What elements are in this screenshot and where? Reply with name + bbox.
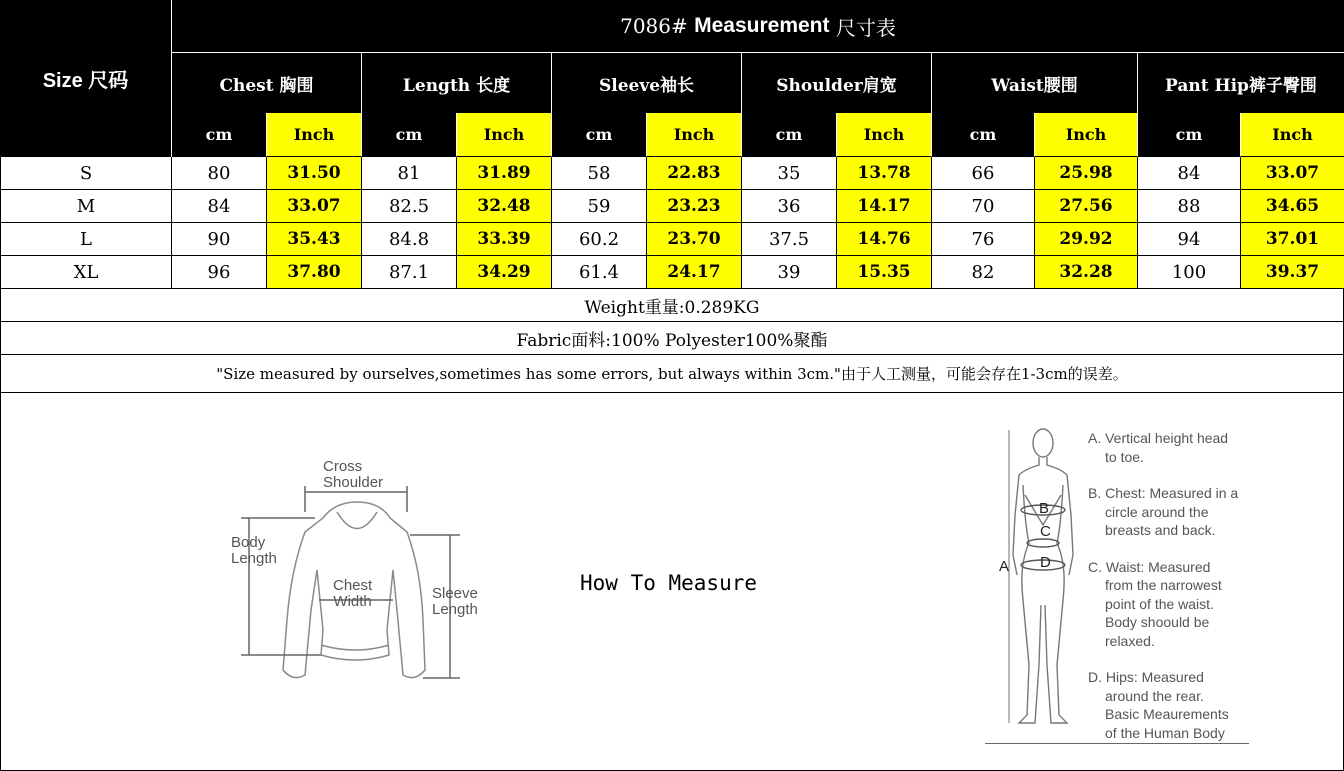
body-letter-d: D <box>1040 554 1051 571</box>
unit-cm-header: cm <box>552 113 647 157</box>
inch-value-cell: 33.07 <box>1241 157 1344 190</box>
legend-line: D. Hips: Measured <box>1088 669 1204 685</box>
legend-line: B. Chest: Measured in a <box>1088 485 1239 501</box>
legend-line: A. Vertical height head <box>1088 430 1229 446</box>
inch-value-cell: 27.56 <box>1035 190 1138 223</box>
legend-line: circle around the <box>1105 503 1209 520</box>
chest-width-label: Chest Width <box>333 577 373 610</box>
cm-value-cell: 96 <box>172 256 267 289</box>
inch-value-cell: 31.89 <box>457 157 552 190</box>
inch-value-cell: 31.50 <box>267 157 362 190</box>
legend-item <box>1088 429 1288 466</box>
title-code: 7086# <box>620 14 688 38</box>
cross-shoulder-label: Cross Shoulder <box>323 458 384 491</box>
title-cn: 尺寸表 <box>835 15 896 40</box>
disclaimer-row: "Size measured by ourselves,sometimes has some errors, but always within 3cm."由于人工测量，可能会存在1-3cm的误差。 <box>0 355 1344 393</box>
column-group-header: Length 长度 <box>362 53 552 113</box>
inch-value-cell: 35.43 <box>267 223 362 256</box>
unit-inch-header: Inch <box>1035 113 1138 157</box>
unit-cm-header: cm <box>172 113 267 157</box>
legend-line: Body shoould be <box>1105 614 1210 630</box>
sweater-neckline <box>337 512 377 529</box>
legend-line: from the narrowest <box>1105 577 1222 593</box>
cm-value-cell: 35 <box>742 157 837 190</box>
cm-value-cell: 80 <box>172 157 267 190</box>
fabric-row: Fabric面料:100% Polyester100%聚酯 <box>0 322 1344 355</box>
cm-value-cell: 61.4 <box>552 256 647 289</box>
legend-line: to toe. <box>1105 448 1144 465</box>
legend-line: C. Waist: Measured <box>1088 558 1211 575</box>
size-cell: M <box>0 190 172 223</box>
cm-value-cell: 82 <box>932 256 1035 289</box>
unit-cm-header: cm <box>932 113 1035 157</box>
size-cell: L <box>0 223 172 256</box>
inch-value-cell: 39.37 <box>1241 256 1344 289</box>
inch-value-cell: 33.07 <box>267 190 362 223</box>
cm-value-cell: 76 <box>932 223 1035 256</box>
legend-item <box>1088 558 1288 651</box>
unit-inch-header: Inch <box>837 113 932 157</box>
legend-item <box>1088 668 1288 742</box>
column-group-header: Chest 胸围 <box>172 53 362 113</box>
inch-value-cell: 37.01 <box>1241 223 1344 256</box>
unit-inch-header: Inch <box>647 113 742 157</box>
cm-value-cell: 84 <box>172 190 267 223</box>
legend-line: around the rear. <box>1105 687 1204 704</box>
cm-value-cell: 84.8 <box>362 223 457 256</box>
column-group-header: Shoulder肩宽 <box>742 53 932 113</box>
body-measure-legend <box>1088 429 1288 760</box>
sleeve-length-label: Sleeve Length <box>432 585 478 618</box>
inch-value-cell: 33.39 <box>457 223 552 256</box>
cm-value-cell: 37.5 <box>742 223 837 256</box>
cm-value-cell: 87.1 <box>362 256 457 289</box>
title-main: Measurement <box>694 14 830 37</box>
unit-inch-header: Inch <box>267 113 362 157</box>
cm-value-cell: 84 <box>1138 157 1241 190</box>
table-title <box>172 0 1344 53</box>
inch-value-cell: 22.83 <box>647 157 742 190</box>
body-letter-a: A <box>999 558 1010 575</box>
cm-value-cell: 60.2 <box>552 223 647 256</box>
body-diagram <box>995 425 1085 730</box>
legend-line: Basic Meaurements <box>1105 706 1229 722</box>
cm-value-cell: 90 <box>172 223 267 256</box>
body-letter-b: B <box>1039 500 1050 517</box>
inch-value-cell: 15.35 <box>837 256 932 289</box>
legend-underline <box>985 743 1249 744</box>
body-outline <box>1013 457 1073 723</box>
inch-value-cell: 23.23 <box>647 190 742 223</box>
cm-value-cell: 58 <box>552 157 647 190</box>
legend-line: breasts and back. <box>1105 522 1216 538</box>
cm-value-cell: 94 <box>1138 223 1241 256</box>
column-group-header: Pant Hip裤子臀围 <box>1138 53 1344 113</box>
legend-line: of the Human Body <box>1105 724 1225 741</box>
unit-cm-header: cm <box>1138 113 1241 157</box>
unit-inch-header: Inch <box>1241 113 1344 157</box>
cm-value-cell: 36 <box>742 190 837 223</box>
inch-value-cell: 34.65 <box>1241 190 1344 223</box>
inch-value-cell: 13.78 <box>837 157 932 190</box>
cm-value-cell: 59 <box>552 190 647 223</box>
unit-cm-header: cm <box>742 113 837 157</box>
cm-value-cell: 39 <box>742 256 837 289</box>
sweater-hem <box>321 645 389 650</box>
inch-value-cell: 14.76 <box>837 223 932 256</box>
inch-value-cell: 32.28 <box>1035 256 1138 289</box>
head-shape <box>1033 429 1053 457</box>
size-header: Size 尺码 <box>0 0 172 157</box>
size-cell: S <box>0 157 172 190</box>
cm-value-cell: 82.5 <box>362 190 457 223</box>
cm-value-cell: 100 <box>1138 256 1241 289</box>
legend-line: point of the waist. <box>1105 595 1214 612</box>
column-group-header: Waist腰围 <box>932 53 1138 113</box>
cm-value-cell: 88 <box>1138 190 1241 223</box>
unit-inch-header: Inch <box>457 113 552 157</box>
inch-value-cell: 25.98 <box>1035 157 1138 190</box>
legend-line: relaxed. <box>1105 632 1155 649</box>
inch-value-cell: 34.29 <box>457 256 552 289</box>
inch-value-cell: 14.17 <box>837 190 932 223</box>
inch-value-cell: 32.48 <box>457 190 552 223</box>
how-to-measure-label: How To Measure <box>580 571 758 595</box>
body-letter-c: C <box>1040 523 1051 540</box>
legend-item <box>1088 484 1288 540</box>
weight-row: Weight重量:0.289KG <box>0 289 1344 322</box>
cm-value-cell: 70 <box>932 190 1035 223</box>
column-group-header: Sleeve袖长 <box>552 53 742 113</box>
cm-value-cell: 81 <box>362 157 457 190</box>
inch-value-cell: 24.17 <box>647 256 742 289</box>
unit-cm-header: cm <box>362 113 457 157</box>
inch-value-cell: 37.80 <box>267 256 362 289</box>
inch-value-cell: 23.70 <box>647 223 742 256</box>
cm-value-cell: 66 <box>932 157 1035 190</box>
inch-value-cell: 29.92 <box>1035 223 1138 256</box>
size-cell: XL <box>0 256 172 289</box>
body-length-label: Body Length <box>231 534 277 567</box>
